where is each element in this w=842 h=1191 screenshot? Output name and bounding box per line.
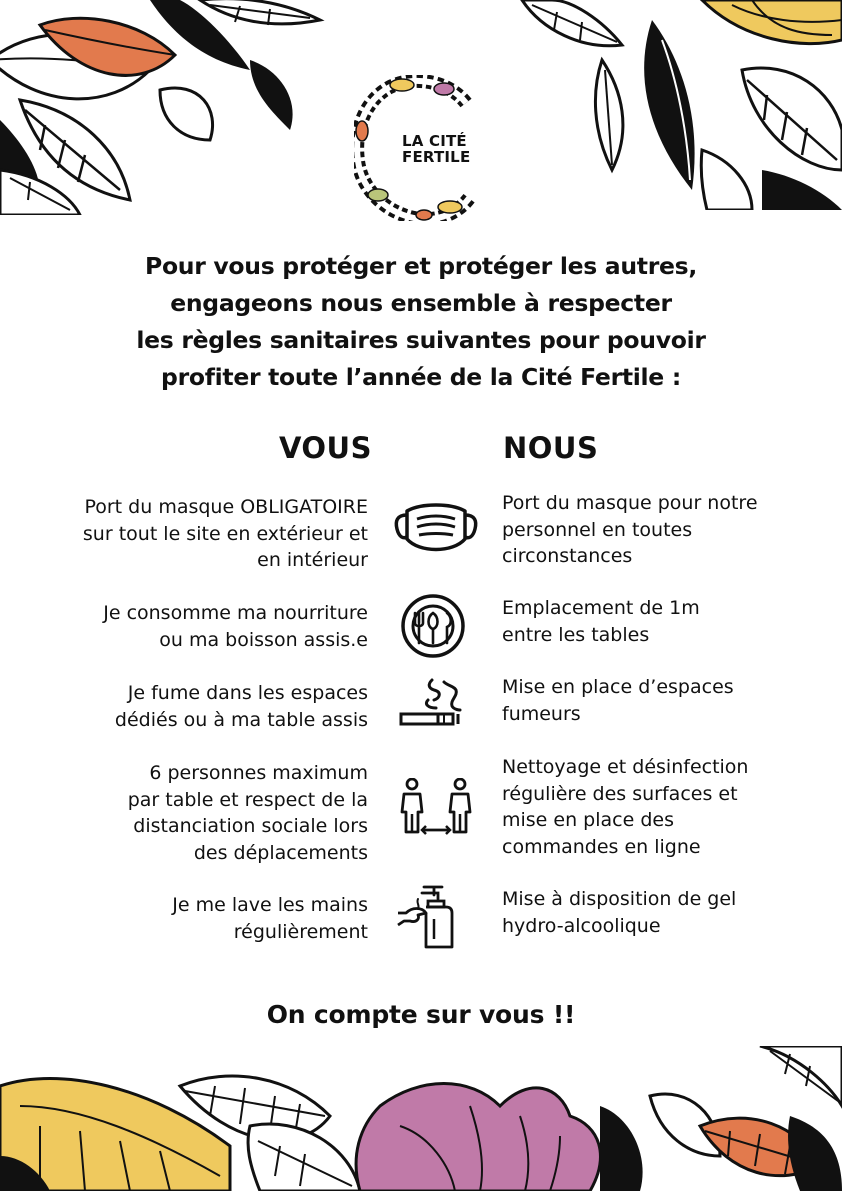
face-mask-icon	[393, 497, 479, 561]
rule-nous-smoking	[502, 674, 802, 727]
rule-vous-seated	[38, 600, 368, 653]
rule-line: circonstances	[502, 545, 633, 567]
rule-line: Mise à disposition de gel	[502, 888, 737, 910]
decorative-leaves-top-left	[0, 0, 340, 215]
rule-line: Je consomme ma nourriture	[103, 602, 368, 624]
rule-line: par table et respect de la	[127, 788, 368, 811]
rule-vous-distancing	[38, 760, 368, 866]
cigarette-icon	[398, 676, 464, 730]
rule-line: des déplacements	[193, 841, 368, 864]
decorative-leaves-top-right	[502, 0, 842, 210]
rule-line: dédiés ou à ma table assis	[114, 708, 368, 731]
rule-line: Mise en place d’espaces	[502, 676, 734, 698]
rule-line: sur tout le site en extérieur et	[82, 522, 368, 545]
rule-vous-mask	[38, 494, 368, 574]
rule-line: mise en place des	[502, 809, 674, 831]
logo-wordmark	[402, 133, 482, 165]
rule-line: régulière des surfaces et	[502, 782, 738, 805]
rule-line: Emplacement de 1m	[502, 597, 700, 619]
rule-line: entre les tables	[502, 623, 650, 646]
rule-nous-distancing	[502, 754, 802, 860]
rule-line: fumeurs	[502, 702, 581, 725]
logo-line-2: FERTILE	[402, 148, 471, 166]
rule-nous-handwashing	[502, 886, 802, 939]
rule-line: hydro-alcoolique	[502, 914, 661, 937]
rule-line: distanciation sociale lors	[133, 815, 368, 837]
intro-heading	[60, 248, 782, 396]
rule-nous-mask	[502, 490, 802, 570]
column-header-vous: VOUS	[278, 431, 372, 465]
decorative-flowers-bottom	[0, 1046, 842, 1191]
intro-line: engageons nous ensemble à respecter	[170, 289, 672, 317]
rule-line: personnel en toutes	[502, 518, 693, 541]
rule-vous-handwashing	[38, 892, 368, 945]
logo-line-1: LA CITÉ	[402, 132, 467, 150]
rule-vous-smoking	[38, 680, 368, 733]
rule-line: en intérieur	[257, 549, 368, 571]
rule-line: commandes en ligne	[502, 835, 701, 858]
rule-line: 6 personnes maximum	[149, 762, 368, 784]
rule-nous-seated	[502, 595, 802, 648]
intro-line: Pour vous protéger et protéger les autres,	[145, 252, 697, 280]
social-distance-icon	[398, 778, 474, 836]
column-header-nous: NOUS	[503, 431, 599, 465]
rule-line: Nettoyage et désinfection	[502, 756, 749, 778]
rule-line: Port du masque OBLIGATOIRE	[84, 496, 368, 518]
hand-sanitizer-icon	[396, 883, 460, 949]
intro-line: les règles sanitaires suivantes pour pouvoir	[136, 326, 706, 354]
rule-line: ou ma boisson assis.e	[159, 628, 368, 651]
intro-line: profiter toute l’année de la Cité Fertile :	[161, 363, 681, 391]
rule-line: Je me lave les mains	[172, 894, 368, 916]
cutlery-plate-icon	[400, 593, 466, 659]
rule-line: régulièrement	[233, 920, 368, 943]
rule-line: Port du masque pour notre	[502, 492, 758, 514]
closing-message: On compte sur vous !!	[266, 1000, 576, 1029]
rule-line: Je fume dans les espaces	[127, 682, 368, 704]
